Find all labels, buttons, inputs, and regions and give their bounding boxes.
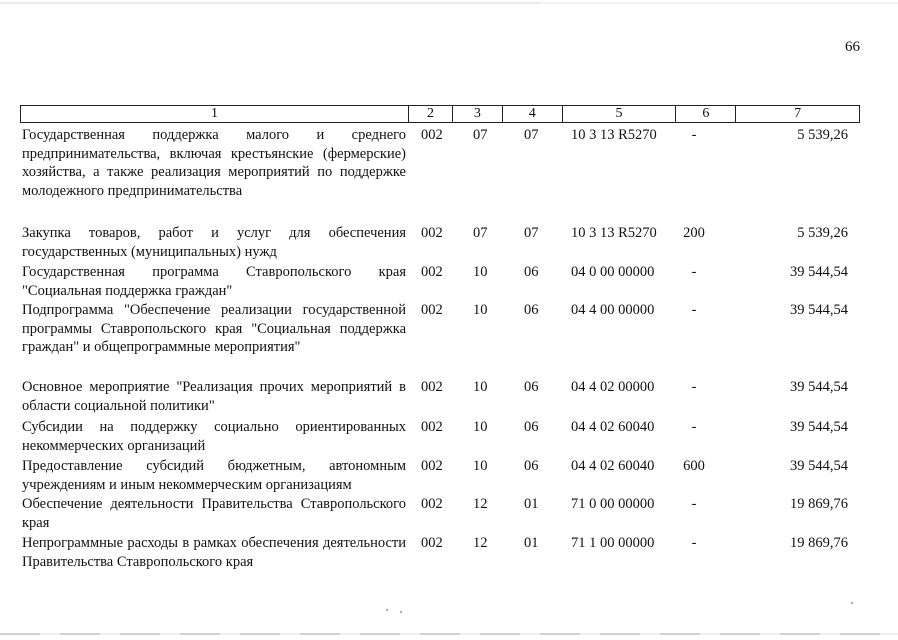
row-target-article: 04 4 02 60040 [571, 458, 655, 474]
header-col-3: 3 [453, 106, 503, 122]
table-header [20, 105, 860, 123]
row-section-code: 10 [473, 419, 488, 435]
row-subsection-code: 06 [524, 419, 539, 435]
row-subsection-code: 06 [524, 379, 539, 395]
row-expense-type: - [691, 127, 697, 143]
scan-edge-top [0, 2, 898, 4]
row-target-article: 04 0 00 00000 [571, 264, 655, 280]
row-section-code: 10 [473, 302, 488, 318]
scan-speck [851, 602, 853, 604]
row-target-article: 71 0 00 00000 [571, 496, 655, 512]
row-section-code: 10 [473, 458, 488, 474]
row-description: Основное мероприятие "Реализация прочих мероприятий в области социальной политики" [22, 379, 406, 414]
row-subsection-code: 07 [524, 225, 539, 241]
row-amount: 39 544,54 [790, 264, 848, 280]
row-description: Субсидии на поддержку социально ориентированных некоммерческих организаций [22, 419, 406, 454]
row-ministry-code: 002 [421, 264, 443, 280]
row-subsection-code: 06 [524, 458, 539, 474]
row-subsection-code: 06 [524, 302, 539, 318]
row-section-code: 10 [473, 379, 488, 395]
row-description: Обеспечение деятельности Правительства Ставропольского края [22, 496, 406, 531]
row-description: Подпрограмма "Обеспечение реализации государственной программы Ставропольского края "Социальная поддержка граждан" и общепрограммные мероприятия" [22, 302, 406, 355]
row-expense-type: - [691, 264, 697, 280]
row-target-article: 10 3 13 R5270 [571, 225, 657, 241]
row-ministry-code: 002 [421, 127, 443, 143]
row-amount: 39 544,54 [790, 379, 848, 395]
row-expense-type: 200 [683, 225, 705, 241]
row-description: Государственная поддержка малого и среднего предпринимательства, включая крестьянские (фермерские) хозяйства, а также реализация мероприятий по поддержке молодежного предпринимательства [22, 127, 406, 199]
row-section-code: 07 [473, 225, 488, 241]
row-section-code: 12 [473, 535, 488, 551]
row-subsection-code: 01 [524, 535, 539, 551]
row-target-article: 04 4 00 00000 [571, 302, 655, 318]
row-expense-type: - [691, 302, 697, 318]
scan-speck [400, 611, 402, 613]
scan-edge-bottom [0, 633, 898, 635]
row-ministry-code: 002 [421, 419, 443, 435]
row-amount: 5 539,26 [797, 225, 848, 241]
row-ministry-code: 002 [421, 496, 443, 512]
row-target-article: 10 3 13 R5270 [571, 127, 657, 143]
row-ministry-code: 002 [421, 535, 443, 551]
page-number: 66 [845, 39, 860, 55]
row-ministry-code: 002 [421, 225, 443, 241]
row-section-code: 10 [473, 264, 488, 280]
row-expense-type: - [691, 535, 697, 551]
row-amount: 19 869,76 [790, 496, 848, 512]
header-col-5: 5 [563, 106, 677, 122]
row-amount: 39 544,54 [790, 458, 848, 474]
header-col-4: 4 [503, 106, 563, 122]
row-description: Государственная программа Ставропольского края "Социальная поддержка граждан" [22, 264, 406, 299]
row-subsection-code: 06 [524, 264, 539, 280]
row-amount: 5 539,26 [797, 127, 848, 143]
scan-speck [386, 609, 388, 611]
row-amount: 39 544,54 [790, 302, 848, 318]
row-section-code: 07 [473, 127, 488, 143]
header-col-6: 6 [676, 106, 736, 122]
row-expense-type: - [691, 379, 697, 395]
row-expense-type: 600 [683, 458, 705, 474]
row-description: Непрограммные расходы в рамках обеспечения деятельности Правительства Ставропольского края [22, 535, 406, 570]
row-description: Закупка товаров, работ и услуг для обеспечения государственных (муниципальных) нужд [22, 225, 406, 260]
row-subsection-code: 01 [524, 496, 539, 512]
row-section-code: 12 [473, 496, 488, 512]
header-col-2: 2 [409, 106, 453, 122]
row-amount: 19 869,76 [790, 535, 848, 551]
row-ministry-code: 002 [421, 379, 443, 395]
row-amount: 39 544,54 [790, 419, 848, 435]
row-target-article: 04 4 02 00000 [571, 379, 655, 395]
header-col-7: 7 [794, 106, 802, 121]
row-expense-type: - [691, 496, 697, 512]
row-ministry-code: 002 [421, 302, 443, 318]
row-expense-type: - [691, 419, 697, 435]
row-target-article: 04 4 02 60040 [571, 419, 655, 435]
row-subsection-code: 07 [524, 127, 539, 143]
header-col-1: 1 [21, 106, 409, 122]
row-description: Предоставление субсидий бюджетным, автономным учреждениям и иным некоммерческим организациям [22, 458, 406, 493]
row-ministry-code: 002 [421, 458, 443, 474]
row-target-article: 71 1 00 00000 [571, 535, 655, 551]
